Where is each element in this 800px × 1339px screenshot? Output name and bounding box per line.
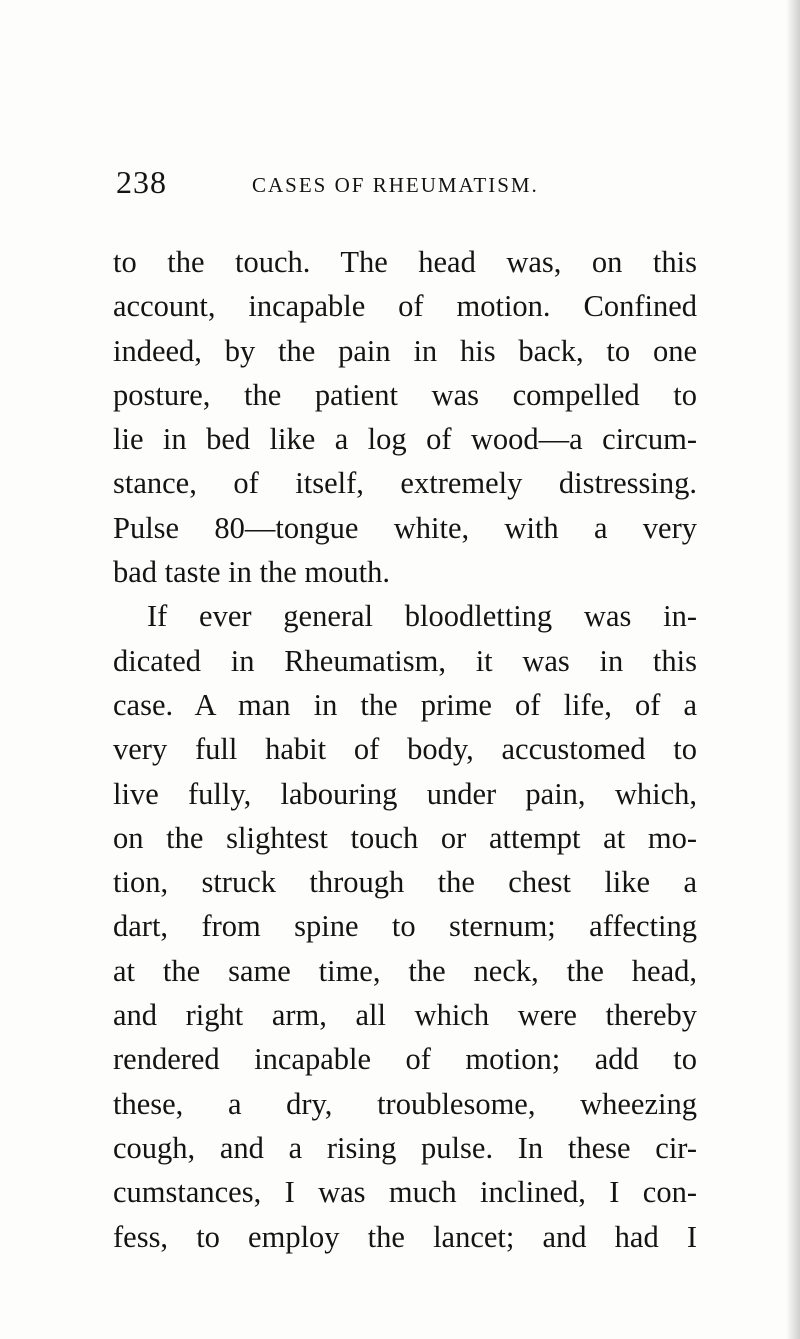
text-line: dicated in Rheumatism, it was in this xyxy=(113,643,697,678)
text-line: rendered incapable of motion; add to xyxy=(113,1042,697,1077)
text-line: tion, struck through the chest like a xyxy=(113,865,697,900)
text-line: Pulse 80—tongue white, with a very xyxy=(113,510,697,545)
running-head: CASES OF RHEUMATISM. xyxy=(252,173,539,197)
text-line: posture, the patient was compelled to xyxy=(113,377,697,412)
paragraph-1 xyxy=(113,240,697,594)
text-line: to the touch. The head was, on this xyxy=(113,245,697,279)
text-line: account, incapable of motion. Confined xyxy=(113,289,697,324)
page-number: 238 xyxy=(116,164,167,200)
page-header xyxy=(116,164,696,204)
text-line: cumstances, I was much inclined, I con- xyxy=(113,1175,697,1210)
body-text xyxy=(113,240,697,1259)
text-line: lie in bed like a log of wood—a circum- xyxy=(113,422,697,457)
text-line: cough, and a rising pulse. In these cir- xyxy=(113,1130,697,1165)
text-line: If ever general bloodletting was in- xyxy=(147,599,697,634)
text-line: case. A man in the prime of life, of a xyxy=(113,687,697,722)
text-line: on the slightest touch or attempt at mo- xyxy=(113,820,697,855)
text-line: at the same time, the neck, the head, xyxy=(113,953,697,988)
text-line: bad taste in the mouth. xyxy=(113,555,390,590)
text-line: and right arm, all which were thereby xyxy=(113,998,697,1033)
text-line: these, a dry, troublesome, wheezing xyxy=(113,1086,697,1121)
page-edge-shadow xyxy=(786,0,800,1339)
text-line: dart, from spine to sternum; affecting xyxy=(113,909,697,944)
text-line: fess, to employ the lancet; and had I xyxy=(113,1219,697,1254)
text-line: stance, of itself, extremely distressing. xyxy=(113,466,697,501)
paragraph-2 xyxy=(113,594,697,1258)
text-line: live fully, labouring under pain, which, xyxy=(113,776,697,811)
text-line: very full habit of body, accustomed to xyxy=(113,732,697,767)
text-line: indeed, by the pain in his back, to one xyxy=(113,333,697,368)
